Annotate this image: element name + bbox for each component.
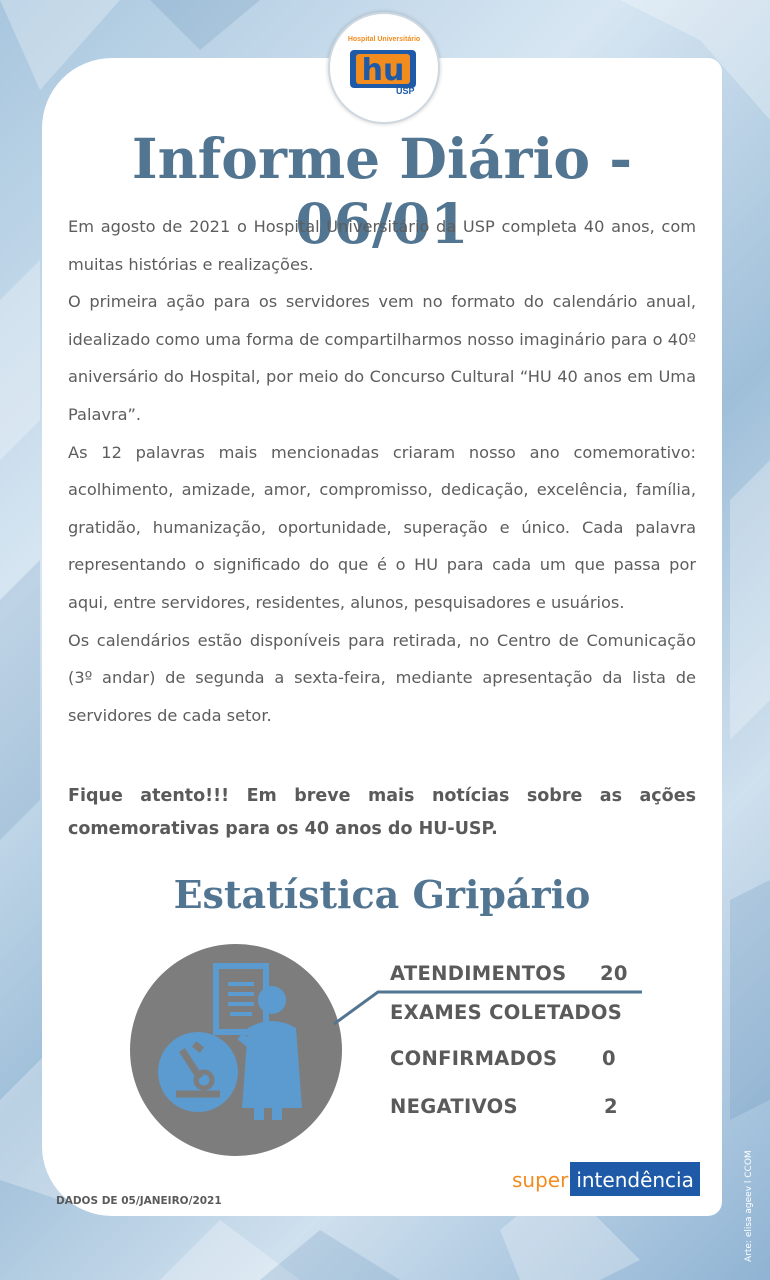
stat-row-confirmados	[390, 1047, 616, 1070]
paragraph: Em agosto de 2021 o Hospital Universitário da USP completa 40 anos, com muitas histórias e realizações.	[68, 217, 696, 274]
stat-row-atendimentos	[390, 962, 628, 985]
health-worker-icon	[130, 944, 342, 1156]
highlight-notice: Fique atento!!! Em breve mais notícias sobre as ações comemorativas para os 40 anos do HU-USP.	[68, 786, 696, 839]
stat-value: 2	[604, 1095, 618, 1118]
stat-value: 0	[602, 1047, 616, 1070]
logo-usp-text: USP	[396, 86, 415, 96]
page-title: Informe Diário - 06/01	[131, 126, 633, 256]
brand-left: super	[512, 1168, 569, 1192]
stat-row-negativos	[390, 1095, 618, 1118]
stats-title: Estatística Gripário	[173, 872, 591, 917]
article-body	[68, 208, 696, 734]
hospital-logo	[328, 12, 440, 124]
superintendencia-logo	[512, 1162, 700, 1196]
stat-label: ATENDIMENTOS	[390, 962, 567, 985]
logo-mark: hu	[361, 53, 405, 88]
paragraph: O primeira ação para os servidores vem no formato do calendário anual, idealizado como uma forma de compartilharmos nosso imaginário para o 40º aniversário do Hospital, por meio do Concurso Cultural “HU 40 anos em Uma Palavra”.	[68, 292, 696, 424]
paragraph: As 12 palavras mais mencionadas criaram nosso ano comemorativo: acolhimento, amizade, amor, compromisso, dedicação, excelência, família, gratidão, humanização, oportunidade, superação e único. Cada palavra representando o significado do que é o HU para cada um que passa por aqui, entre servidores, residentes, alunos, pesquisadores e usuários.	[68, 442, 696, 612]
stat-label: CONFIRMADOS	[390, 1047, 558, 1070]
stat-label: NEGATIVOS	[390, 1095, 518, 1118]
brand-right: intendência	[570, 1162, 700, 1196]
stat-value: 20	[600, 962, 628, 985]
stat-row-exames	[390, 1001, 622, 1024]
art-credit: Arte: elisa ageev l CCOM	[744, 1150, 754, 1262]
stat-label: EXAMES COLETADOS	[390, 1001, 623, 1024]
data-date-label: DADOS DE 05/JANEIRO/2021	[56, 1195, 222, 1207]
logo-top-text: Hospital Universitário	[347, 36, 421, 43]
paragraph: Os calendários estão disponíveis para retirada, no Centro de Comunicação (3º andar) de segunda a sexta-feira, mediante apresentação da lista de servidores de cada setor.	[68, 630, 696, 725]
